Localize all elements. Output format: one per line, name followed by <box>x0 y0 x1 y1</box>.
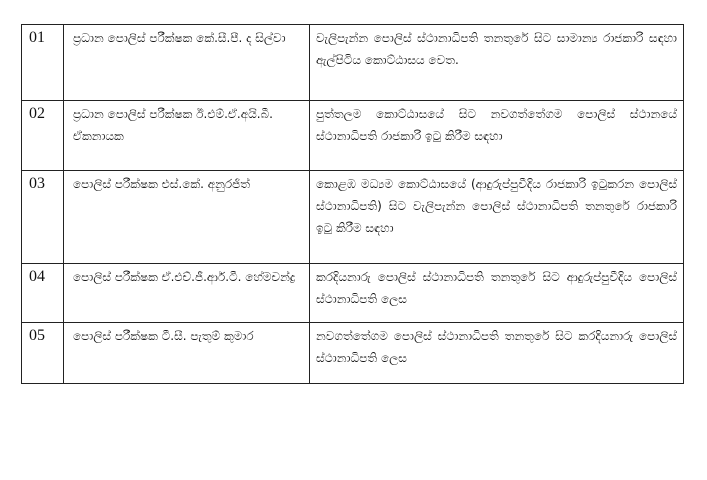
row-number: 03 <box>22 171 64 264</box>
transfers-table <box>21 24 684 384</box>
officer-name: ප්‍රධාන පොලිස් පරීක්ෂක ඊ.එම්.ඒ.අයි.බී. ඒකනායක <box>64 101 310 171</box>
table-row <box>22 171 684 264</box>
row-number: 05 <box>22 323 64 384</box>
transfer-description: වැලිපැන්න පොලිස් ස්ථානාධිපති තනතුරේ සිට සාමාන්‍ය රාජකාරි සඳහා ඇල්පිටිය කොට්ඨාසය වෙත. <box>310 25 684 101</box>
officer-name: ප්‍රධාන පොලිස් පරීක්ෂක කේ.සී.පී. ද සිල්වා <box>64 25 310 101</box>
row-number: 04 <box>22 264 64 323</box>
table-row <box>22 264 684 323</box>
officer-name: පොලිස් පරීක්ෂක එස්.කේ. අනුරජිත් <box>64 171 310 264</box>
transfer-description: කොළඹ මධ්‍යම කොට්ඨාසයේ (ආදුරුප්පුවීදිය රාජකාරි ඉටුකරන පොලිස් ස්ථානාධිපති) සිට වැලිපැන්න පොලිස් ස්ථානාධිපති තනතුරේ රාජකාරි ඉටු කිරීම සඳහා <box>310 171 684 264</box>
table-row <box>22 323 684 384</box>
transfer-description: කරදියනාරු පොලිස් ස්ථානාධිපති තනතුරේ සිට ආදුරුප්පුවීදිය පොලිස් ස්ථානාධිපති ලෙස <box>310 264 684 323</box>
row-number: 01 <box>22 25 64 101</box>
officer-name: පොලිස් පරීක්ෂක ඒ.එච්.ජී.ආර්.ටී. හේමචන්ද්‍ර <box>64 264 310 323</box>
table-row <box>22 101 684 171</box>
row-number: 02 <box>22 101 64 171</box>
transfer-description: නවගත්තේගම පොලිස් ස්ථානාධිපති තනතුරේ සිට කරදියනාරු පොලිස් ස්ථානාධිපති ලෙස <box>310 323 684 384</box>
table-row <box>22 25 684 101</box>
officer-name: පොලිස් පරීක්ෂක ටී.සී. පැතුම් කුමාර <box>64 323 310 384</box>
transfer-description: පුත්තලම කොට්ඨාසයේ සිට නවගත්තේගම පොලිස් ස්ථානයේ ස්ථානාධිපති රාජකාරි ඉටු කිරීම සඳහා <box>310 101 684 171</box>
